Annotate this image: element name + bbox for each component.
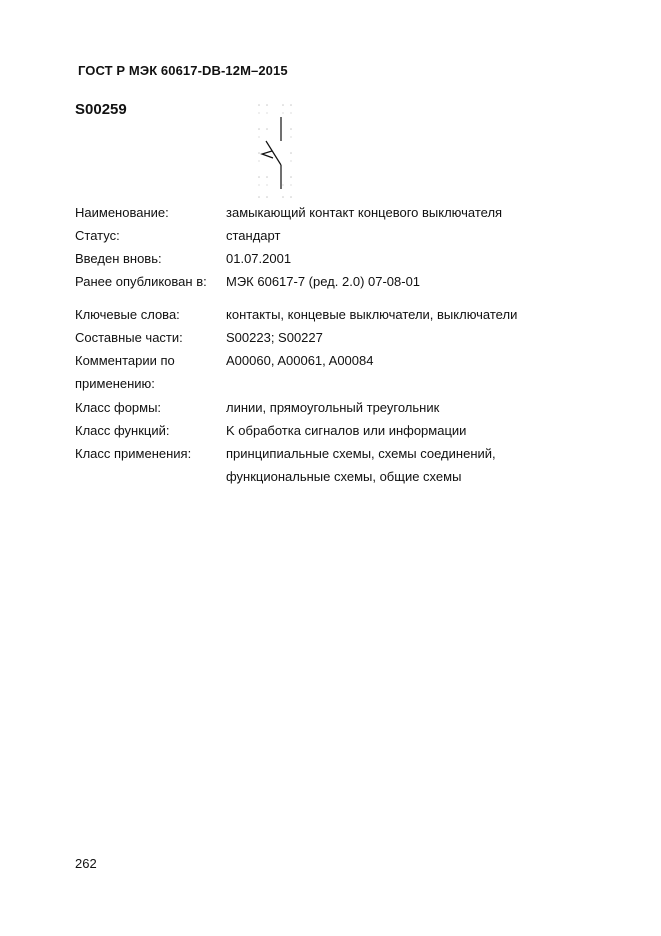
field-label: Составные части:: [75, 330, 183, 345]
field-value: K обработка сигналов или информации: [226, 423, 467, 438]
symbol-id: S00259: [75, 101, 127, 118]
field-value-continued: функциональные схемы, общие схемы: [226, 469, 462, 484]
field-label-continued: применению:: [75, 376, 155, 391]
field-label: Комментарии по: [75, 353, 175, 368]
page-number: 262: [75, 856, 97, 871]
field-value: контакты, концевые выключатели, выключатели: [226, 307, 518, 322]
field-value: S00223; S00227: [226, 330, 323, 345]
field-value: A00060, A00061, A00084: [226, 353, 374, 368]
field-value: замыкающий контакт концевого выключателя: [226, 205, 503, 220]
field-value: стандарт: [226, 228, 281, 243]
document-header-title: ГОСТ Р МЭК 60617-DB-12M–2015: [78, 63, 288, 78]
field-value: линии, прямоугольный треугольник: [226, 400, 440, 415]
field-label: Наименование:: [75, 205, 169, 220]
field-label: Класс применения:: [75, 446, 192, 461]
field-value: принципиальные схемы, схемы соединений,: [226, 446, 496, 461]
field-value: 01.07.2001: [226, 251, 292, 266]
field-label: Класс функций:: [75, 423, 170, 438]
field-label: Введен вновь:: [75, 251, 162, 266]
field-label: Класс формы:: [75, 400, 162, 415]
field-value: МЭК 60617-7 (ред. 2.0) 07-08-01: [226, 274, 421, 289]
field-label: Ранее опубликован в:: [75, 274, 207, 289]
field-label: Ключевые слова:: [75, 307, 180, 322]
field-label: Статус:: [75, 228, 120, 243]
limit-switch-make-contact-symbol-icon: [252, 100, 298, 202]
